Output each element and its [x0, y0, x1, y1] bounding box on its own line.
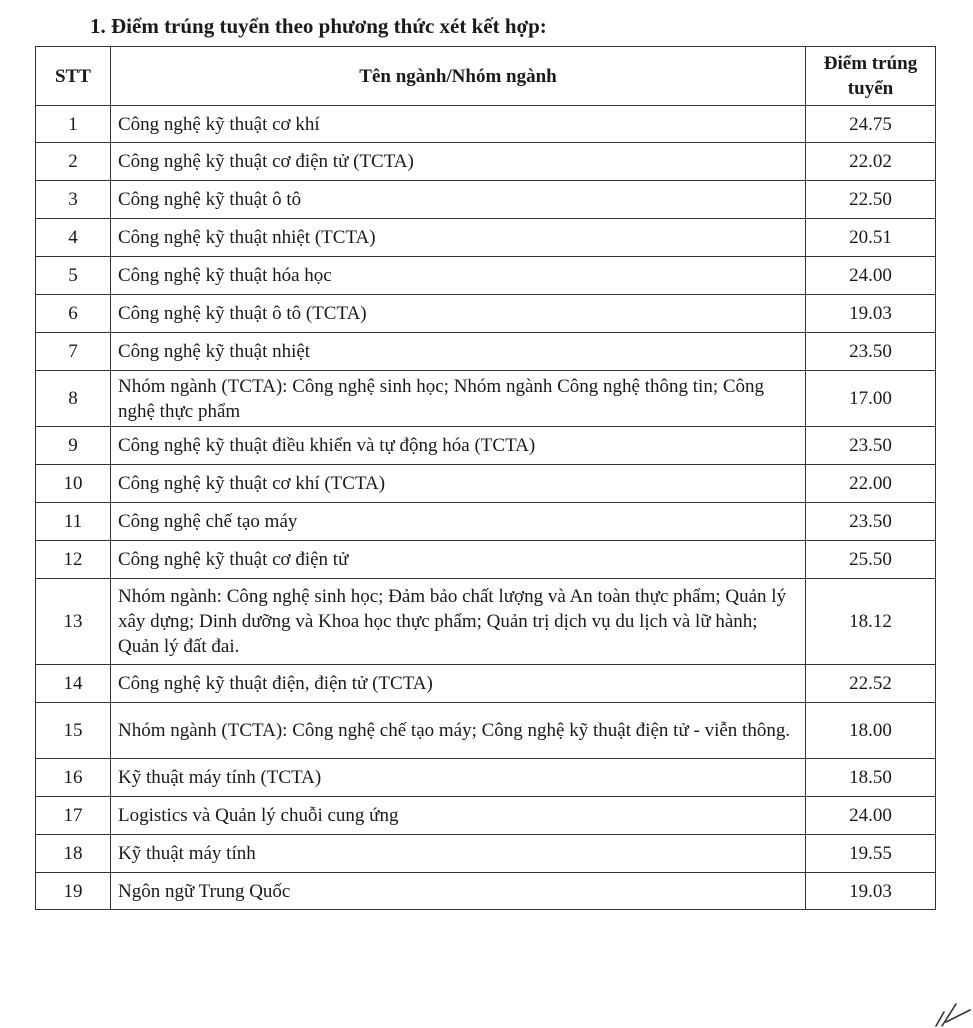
row-score: 23.50 [806, 427, 936, 465]
row-major-name: Nhóm ngành: Công nghệ sinh học; Đảm bảo chất lượng và An toàn thực phẩm; Quản lý xây dựng; Dinh dưỡng và Khoa học thực phẩm; Quản trị dịch vụ du lịch và lữ hành; Quản lý đất đai. [111, 579, 806, 665]
table-row [36, 541, 936, 579]
table-row [36, 797, 936, 835]
row-major-name: Công nghệ kỹ thuật nhiệt (TCTA) [111, 219, 806, 257]
row-stt: 17 [36, 797, 111, 835]
row-stt: 14 [36, 665, 111, 703]
admission-scores-table [35, 46, 936, 910]
row-score: 24.00 [806, 797, 936, 835]
row-major-name: Công nghệ kỹ thuật cơ điện tử (TCTA) [111, 143, 806, 181]
row-major-name: Công nghệ kỹ thuật điều khiển và tự động hóa (TCTA) [111, 427, 806, 465]
table-row [36, 503, 936, 541]
table-row [36, 295, 936, 333]
row-score: 23.50 [806, 333, 936, 371]
signature-mark [932, 1000, 972, 1028]
row-score: 22.52 [806, 665, 936, 703]
header-stt: STT [36, 47, 111, 106]
row-score: 18.12 [806, 579, 936, 665]
row-score: 19.03 [806, 873, 936, 910]
table-row [36, 181, 936, 219]
row-score: 17.00 [806, 371, 936, 427]
row-stt: 2 [36, 143, 111, 181]
row-major-name: Công nghệ kỹ thuật cơ khí [111, 106, 806, 143]
row-score: 18.50 [806, 759, 936, 797]
table-row [36, 703, 936, 759]
table-header-row [36, 47, 936, 106]
row-stt: 8 [36, 371, 111, 427]
table-row [36, 219, 936, 257]
row-major-name: Công nghệ kỹ thuật hóa học [111, 257, 806, 295]
table-row [36, 371, 936, 427]
row-score: 22.00 [806, 465, 936, 503]
row-score: 20.51 [806, 219, 936, 257]
row-stt: 12 [36, 541, 111, 579]
row-major-name: Kỹ thuật máy tính (TCTA) [111, 759, 806, 797]
table-row [36, 106, 936, 143]
row-stt: 9 [36, 427, 111, 465]
row-major-name: Công nghệ kỹ thuật điện, điện tử (TCTA) [111, 665, 806, 703]
row-score: 23.50 [806, 503, 936, 541]
table-row [36, 143, 936, 181]
row-major-name: Công nghệ kỹ thuật nhiệt [111, 333, 806, 371]
row-major-name: Công nghệ kỹ thuật ô tô (TCTA) [111, 295, 806, 333]
row-score: 22.02 [806, 143, 936, 181]
row-stt: 13 [36, 579, 111, 665]
row-major-name: Công nghệ kỹ thuật cơ khí (TCTA) [111, 465, 806, 503]
header-major-name: Tên ngành/Nhóm ngành [111, 47, 806, 106]
row-major-name: Công nghệ kỹ thuật cơ điện tử [111, 541, 806, 579]
row-stt: 4 [36, 219, 111, 257]
row-score: 18.00 [806, 703, 936, 759]
table-row [36, 873, 936, 910]
table-row [36, 665, 936, 703]
table-row [36, 333, 936, 371]
row-stt: 15 [36, 703, 111, 759]
row-major-name: Nhóm ngành (TCTA): Công nghệ sinh học; Nhóm ngành Công nghệ thông tin; Công nghệ thực phẩm [111, 371, 806, 427]
row-score: 19.55 [806, 835, 936, 873]
row-stt: 18 [36, 835, 111, 873]
row-score: 22.50 [806, 181, 936, 219]
row-stt: 6 [36, 295, 111, 333]
row-major-name: Công nghệ kỹ thuật ô tô [111, 181, 806, 219]
row-stt: 10 [36, 465, 111, 503]
row-score: 24.00 [806, 257, 936, 295]
row-major-name: Công nghệ chế tạo máy [111, 503, 806, 541]
header-score: Điểm trúng tuyển [806, 47, 936, 106]
table-row [36, 579, 936, 665]
row-stt: 5 [36, 257, 111, 295]
row-stt: 11 [36, 503, 111, 541]
row-stt: 7 [36, 333, 111, 371]
row-stt: 19 [36, 873, 111, 910]
row-major-name: Ngôn ngữ Trung Quốc [111, 873, 806, 910]
table-row [36, 759, 936, 797]
section-heading: 1. Điểm trúng tuyển theo phương thức xét kết hợp: [90, 14, 547, 38]
row-score: 19.03 [806, 295, 936, 333]
table-row [36, 835, 936, 873]
row-score: 25.50 [806, 541, 936, 579]
row-major-name: Logistics và Quản lý chuỗi cung ứng [111, 797, 806, 835]
table-row [36, 257, 936, 295]
table-row [36, 427, 936, 465]
table-body [36, 106, 936, 910]
row-stt: 16 [36, 759, 111, 797]
row-score: 24.75 [806, 106, 936, 143]
row-stt: 1 [36, 106, 111, 143]
row-stt: 3 [36, 181, 111, 219]
row-major-name: Nhóm ngành (TCTA): Công nghệ chế tạo máy; Công nghệ kỹ thuật điện tử - viễn thông. [111, 703, 806, 759]
table-row [36, 465, 936, 503]
row-major-name: Kỹ thuật máy tính [111, 835, 806, 873]
